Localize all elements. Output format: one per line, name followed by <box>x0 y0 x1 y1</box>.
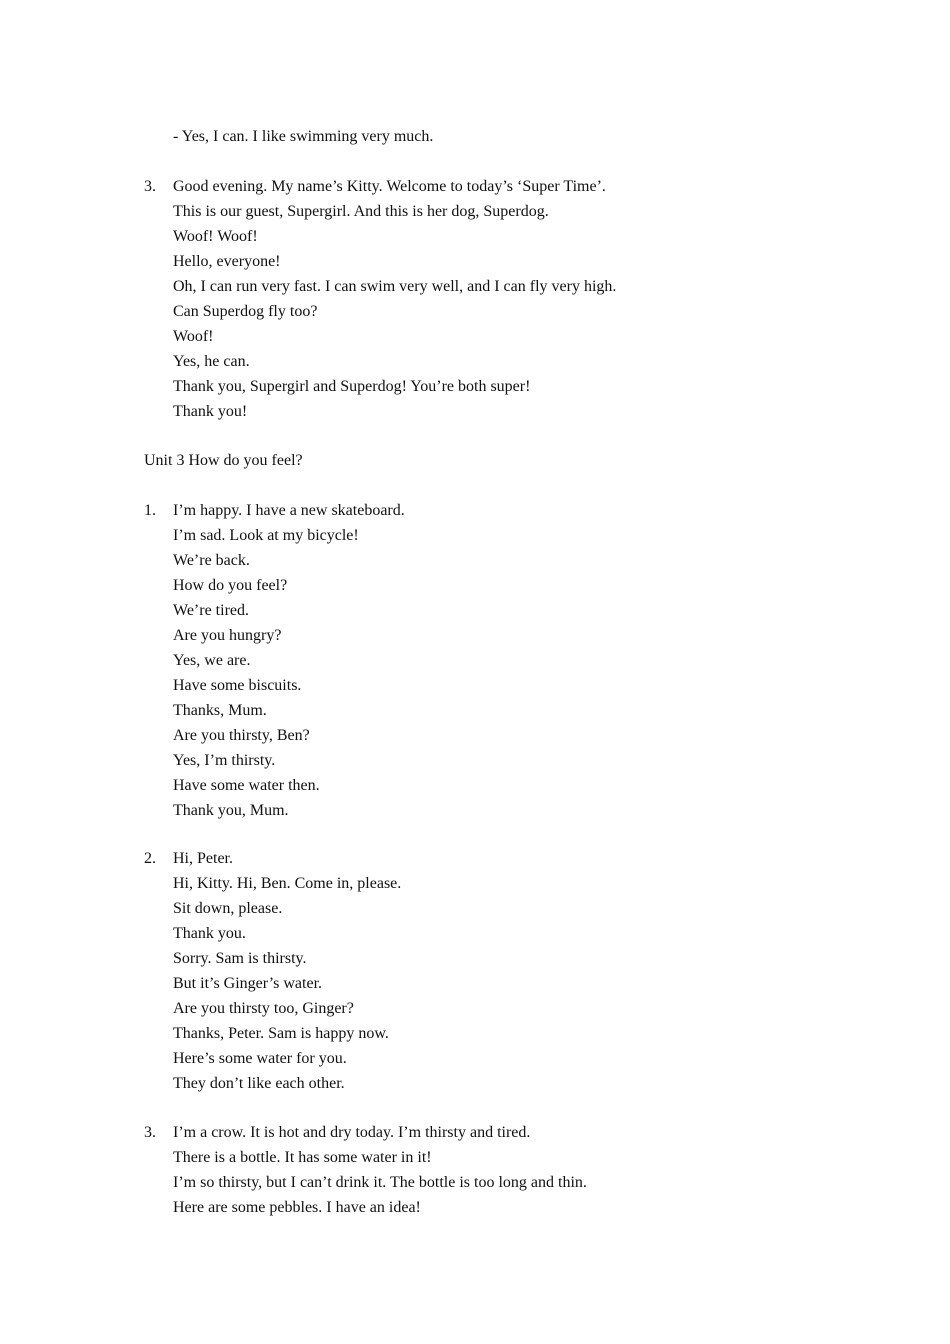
part-1-line: We’re back. <box>173 552 250 569</box>
section-3-line: Woof! Woof! <box>173 228 258 245</box>
section-3-line: Thank you, Supergirl and Superdog! You’re both super! <box>173 378 531 395</box>
section-3-number: 3. <box>144 178 156 195</box>
part-1-line: We’re tired. <box>173 602 249 619</box>
section-3-line: Good evening. My name’s Kitty. Welcome to today’s ‘Super Time’. <box>173 178 606 195</box>
part-2-line: Sit down, please. <box>173 900 283 917</box>
part-1-line: Yes, we are. <box>173 652 251 669</box>
part-3-line: I’m a crow. It is hot and dry today. I’m thirsty and tired. <box>173 1124 531 1141</box>
section-3-line: This is our guest, Supergirl. And this is her dog, Superdog. <box>173 203 549 220</box>
part-2-line: But it’s Ginger’s water. <box>173 975 323 992</box>
part-2-line: Here’s some water for you. <box>173 1050 347 1067</box>
part-3-line: Here are some pebbles. I have an idea! <box>173 1199 421 1216</box>
section-3-line: Woof! <box>173 328 214 345</box>
part-1-line: Thank you, Mum. <box>173 802 289 819</box>
part-1-line: Have some biscuits. <box>173 677 302 694</box>
part-1-line: I’m sad. Look at my bicycle! <box>173 527 359 544</box>
section-3-line: Can Superdog fly too? <box>173 303 318 320</box>
part-1-line: Are you thirsty, Ben? <box>173 727 310 744</box>
part-3-number: 3. <box>144 1124 156 1141</box>
part-1-line: Are you hungry? <box>173 627 282 644</box>
part-1-line: Thanks, Mum. <box>173 702 267 719</box>
part-2-line: Thank you. <box>173 925 246 942</box>
section-3-line: Oh, I can run very fast. I can swim very well, and I can fly very high. <box>173 278 617 295</box>
part-2-number: 2. <box>144 850 156 867</box>
part-1-line: Have some water then. <box>173 777 320 794</box>
part-1-number: 1. <box>144 502 156 519</box>
section-3-line: Hello, everyone! <box>173 253 281 270</box>
part-3-line: There is a bottle. It has some water in it! <box>173 1149 432 1166</box>
part-1-line: I’m happy. I have a new skateboard. <box>173 502 405 519</box>
part-3-line: I’m so thirsty, but I can’t drink it. The bottle is too long and thin. <box>173 1174 587 1191</box>
part-2-line: Hi, Peter. <box>173 850 233 867</box>
part-2-line: Are you thirsty too, Ginger? <box>173 1000 354 1017</box>
unit-heading: Unit 3 How do you feel? <box>144 452 303 469</box>
section-3-line: Yes, he can. <box>173 353 250 370</box>
part-2-line: Hi, Kitty. Hi, Ben. Come in, please. <box>173 875 402 892</box>
section-3-line: Thank you! <box>173 403 248 420</box>
intro-line: - Yes, I can. I like swimming very much. <box>173 128 434 145</box>
part-2-line: Sorry. Sam is thirsty. <box>173 950 307 967</box>
part-2-line: Thanks, Peter. Sam is happy now. <box>173 1025 389 1042</box>
part-2-line: They don’t like each other. <box>173 1075 345 1092</box>
part-1-line: How do you feel? <box>173 577 288 594</box>
part-1-line: Yes, I’m thirsty. <box>173 752 276 769</box>
